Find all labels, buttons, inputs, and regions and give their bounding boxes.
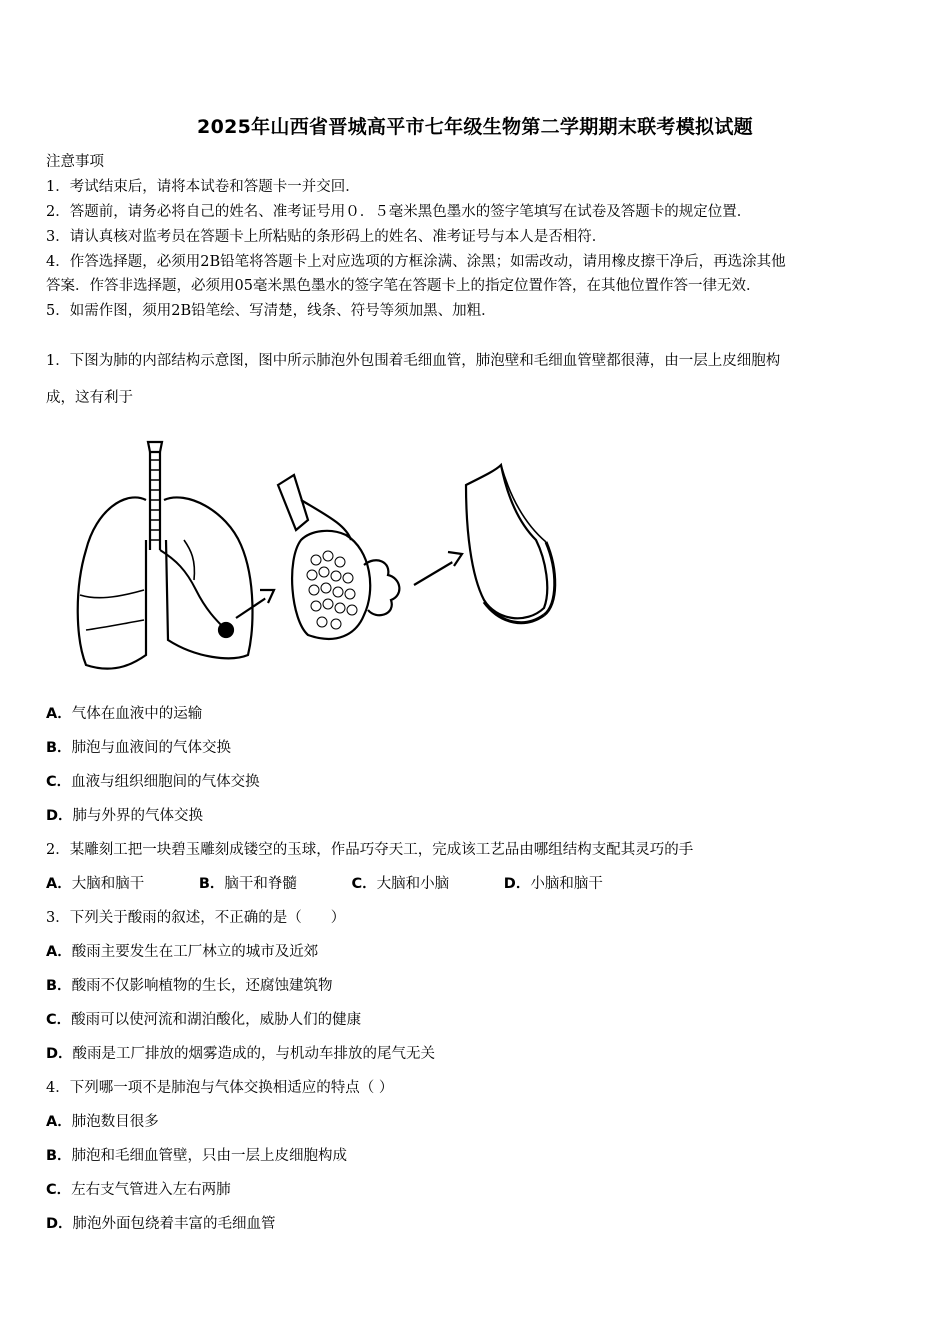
question-4-stem: 4．下列哪一项不是肺泡与气体交换相适应的特点（ ） [46, 1080, 394, 1096]
q4-option-c[interactable]: C．左右支气管进入左右两肺 [46, 1182, 231, 1198]
question-1-stem-cont: 成，这有利于 [46, 390, 133, 406]
q2-option-d[interactable]: D．小脑和脑干 [503, 876, 603, 892]
q4-option-b[interactable]: B．肺泡和毛细血管壁，只由一层上皮细胞构成 [46, 1148, 348, 1164]
page-title: 2025年山西省晋城高平市七年级生物第二学期期末联考模拟试题 [197, 116, 753, 138]
notice-item: 2．答题前，请务必将自己的姓名、准考证号用０．５毫米黑色墨水的签字笔填写在试卷及答题卡的规定位置． [46, 204, 752, 220]
question-3-stem: 3．下列关于酸雨的叙述，不正确的是（ ） [46, 910, 346, 926]
q2-option-a[interactable]: A．大脑和脑干 [46, 876, 145, 892]
notice-item: 1．考试结束后，请将本试卷和答题卡一并交回． [46, 179, 360, 195]
q3-option-c[interactable]: C．酸雨可以使河流和湖泊酸化，威胁人们的健康 [46, 1012, 362, 1028]
q2-option-b[interactable]: B．脑干和脊髓 [198, 876, 297, 892]
q2-options-row [46, 874, 653, 894]
notice-item: 5．如需作图，须用2B铅笔绘、写清楚，线条、符号等须加黑、加粗． [46, 303, 496, 319]
notice-item: 4．作答选择题，必须用2B铅笔将答题卡上对应选项的方框涂满、涂黑；如需改动，请用橡皮擦干净后，再选涂其他 [46, 254, 786, 270]
q3-option-d[interactable]: D．酸雨是工厂排放的烟雾造成的，与机动车排放的尾气无关 [46, 1046, 436, 1062]
q1-option-a[interactable]: A．气体在血液中的运输 [46, 706, 203, 722]
q4-option-a[interactable]: A．肺泡数目很多 [46, 1114, 159, 1130]
question-2-stem: 2．某雕刻工把一块碧玉雕刻成镂空的玉球，作品巧夺天工，完成该工艺品由哪组结构支配其灵巧的手 [46, 842, 694, 858]
q4-option-d[interactable]: D．肺泡外面包绕着丰富的毛细血管 [46, 1216, 276, 1232]
q1-option-b[interactable]: B．肺泡与血液间的气体交换 [46, 740, 232, 756]
notice-item: 答案．作答非选择题，必须用05毫米黑色墨水的签字笔在答题卡上的指定位置作答，在其他位置作答一律无效． [46, 278, 761, 294]
question-1-stem: 1．下图为肺的内部结构示意图，图中所示肺泡外包围着毛细血管，肺泡壁和毛细血管壁都很薄，由一层上皮细胞构 [46, 353, 781, 369]
lung-structure-figure [46, 430, 586, 675]
q3-option-a[interactable]: A．酸雨主要发生在工厂林立的城市及近郊 [46, 944, 319, 960]
notice-heading: 注意事项 [46, 154, 104, 170]
notice-item: 3．请认真核对监考员在答题卡上所粘贴的条形码上的姓名、准考证号与本人是否相符． [46, 229, 607, 245]
q2-option-c[interactable]: C．大脑和小脑 [351, 876, 450, 892]
q1-option-d[interactable]: D．肺与外界的气体交换 [46, 808, 204, 824]
q1-option-c[interactable]: C．血液与组织细胞间的气体交换 [46, 774, 260, 790]
q3-option-b[interactable]: B．酸雨不仅影响植物的生长，还腐蚀建筑物 [46, 978, 333, 994]
